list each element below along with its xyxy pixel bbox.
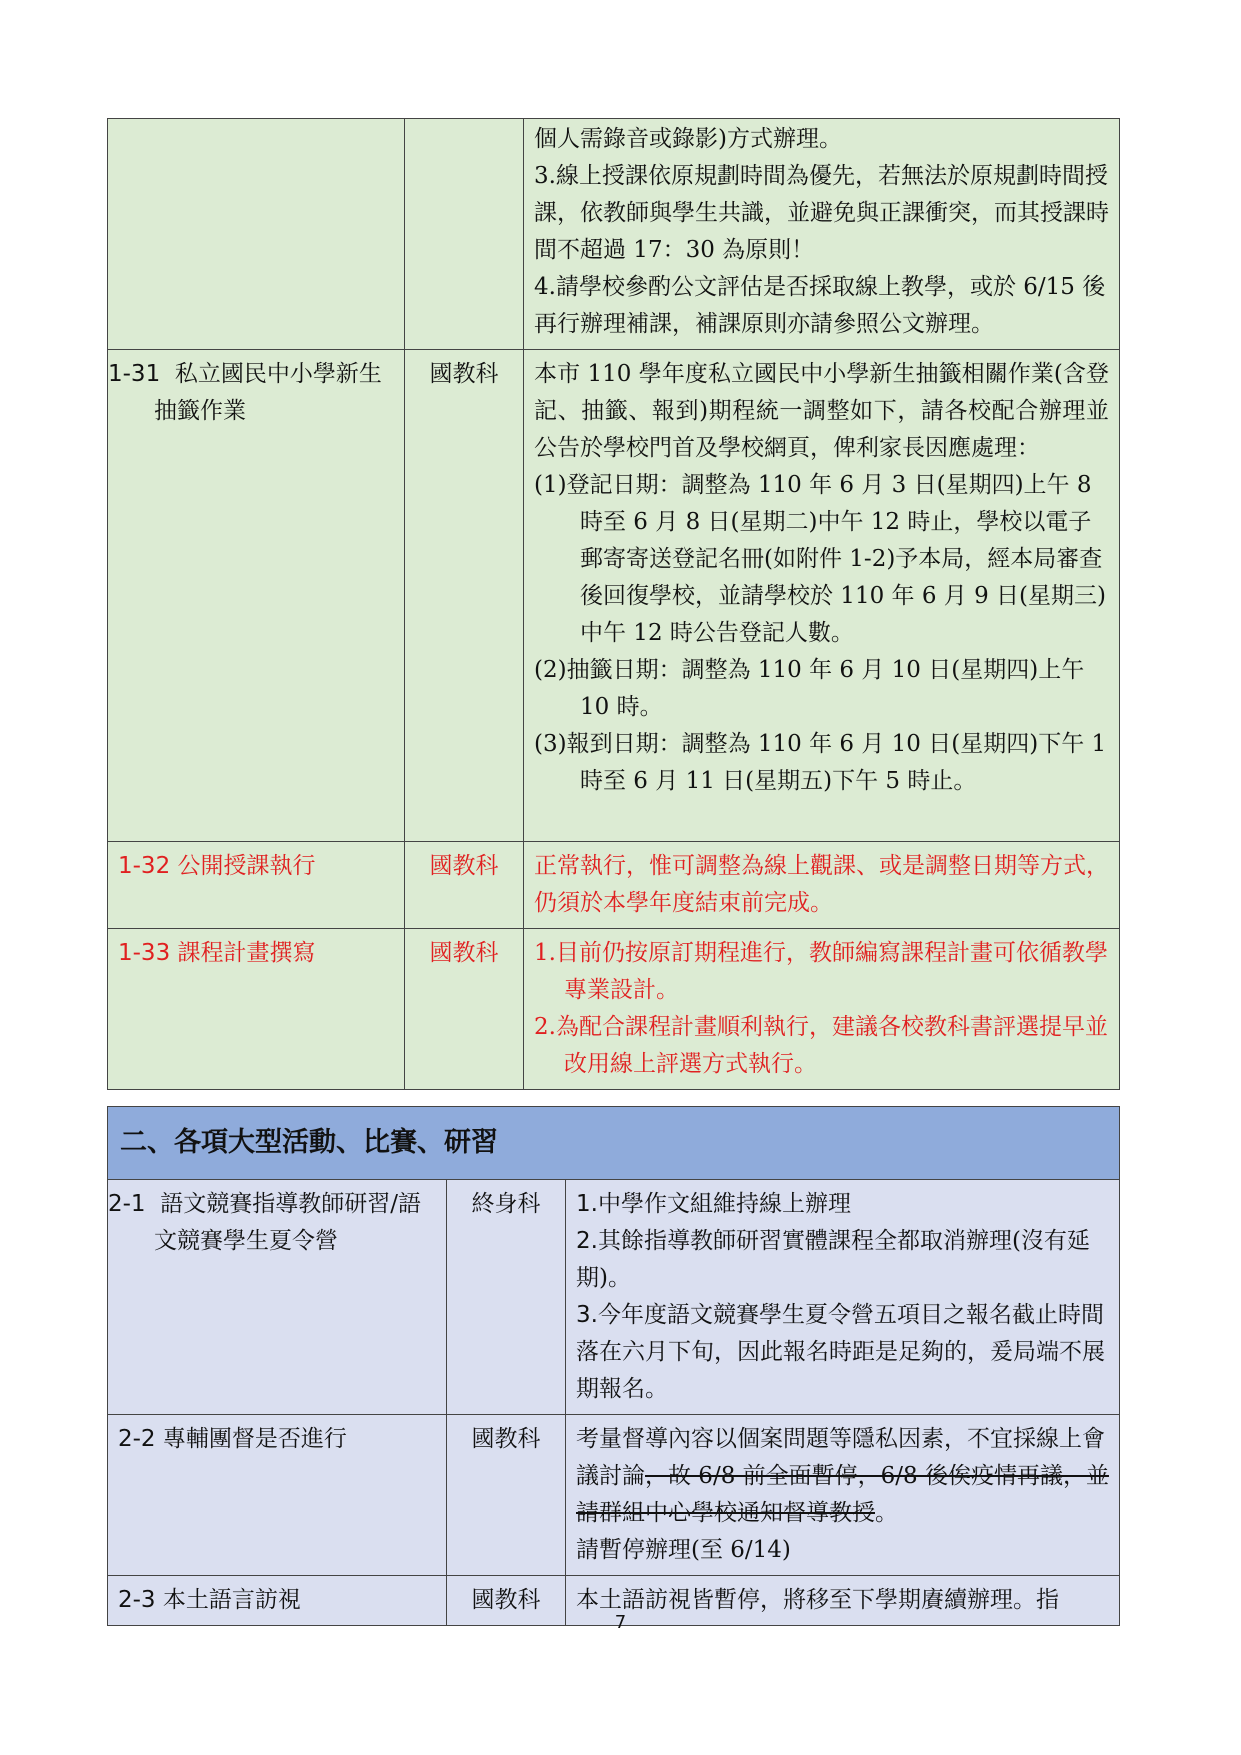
desc-text: 本土語訪視皆暫停，將移至下學期賡續辦理。指 bbox=[576, 1587, 1059, 1613]
cell-desc bbox=[524, 842, 1120, 929]
desc-line: 3.線上授課依原規劃時間為優先，若無法於原規劃時間授課，依教師與學生共識，並避免與正課衝突，而其授課時間不超過 17：30 為原則！ bbox=[534, 163, 1109, 263]
item-index: 2-3 bbox=[118, 1587, 156, 1613]
desc-text: 正常執行，惟可調整為線上觀課、或是調整日期等方式，仍須於本學年度結束前完成。 bbox=[534, 853, 1109, 916]
item-title: 專輔團督是否進行 bbox=[162, 1426, 347, 1452]
desc-item: (1)登記日期：調整為 110 年 6 月 3 日(星期四)上午 8 時至 6 月 8 日(星期二)中午 12 時止，學校以電子郵寄寄送登記名冊(如附件 1-2)予本局，經本局審查後回復學校，並請學校於 110 年 6 月 9 日(星期三)中午 12 時公告登記人數。 bbox=[534, 472, 1106, 646]
table-agenda-1 bbox=[107, 118, 1120, 1090]
desc-item: 3.今年度語文競賽學生夏令營五項目之報名截止時間落在六月下旬，因此報名時距是足夠的，爰局端不展期報名。 bbox=[576, 1302, 1105, 1402]
dept-label: 國教科 bbox=[429, 853, 499, 879]
desc-item: 2.其餘指導教師研習實體課程全都取消辦理(沒有延期)。 bbox=[576, 1228, 1090, 1291]
desc-text: 考量督導內容以個案問題等隱私因素，不宜採線上會議討論，故 6/8 前全面暫停，6/8 後俟疫情再議，並請群組中心學校通知督導教授。 bbox=[576, 1426, 1109, 1526]
cell-dept bbox=[447, 1415, 566, 1576]
desc-item: 1.中學作文組維持線上辦理 bbox=[576, 1191, 851, 1217]
cell-desc bbox=[566, 1415, 1120, 1576]
cell-item bbox=[108, 350, 405, 842]
cell-item bbox=[108, 1180, 447, 1415]
item-title: 私立國民中小學新生抽籤作業 bbox=[154, 361, 382, 424]
cell-desc bbox=[524, 929, 1120, 1090]
desc-line: 4.請學校參酌公文評估是否採取線上教學，或於 6/15 後再行辦理補課，補課原則亦請參照公文辦理。 bbox=[534, 274, 1106, 337]
desc-text: 請暫停辦理(至 6/14) bbox=[576, 1537, 791, 1563]
item-index: 2-2 bbox=[118, 1426, 156, 1452]
cell-item bbox=[108, 842, 405, 929]
item-index: 1-33 bbox=[118, 940, 171, 966]
cell-desc bbox=[566, 1180, 1120, 1415]
item-index: 2-1 bbox=[108, 1191, 146, 1217]
dept-label: 國教科 bbox=[471, 1426, 541, 1452]
table-row-2-1 bbox=[108, 1180, 1120, 1415]
desc-line: 個人需錄音或錄影)方式辦理。 bbox=[534, 126, 842, 152]
section-header-row bbox=[108, 1107, 1120, 1180]
table-row-1-31 bbox=[108, 350, 1120, 842]
item-title: 語文競賽指導教師研習/語文競賽學生夏令營 bbox=[154, 1191, 421, 1254]
cell-dept bbox=[447, 1180, 566, 1415]
dept-label: 國教科 bbox=[471, 1587, 541, 1613]
desc-item: (3)報到日期：調整為 110 年 6 月 10 日(星期四)下午 1 時至 6 月 11 日(星期五)下午 5 時止。 bbox=[534, 731, 1107, 794]
cell-dept bbox=[405, 842, 524, 929]
desc-intro: 本市 110 學年度私立國民中小學新生抽籤相關作業(含登記、抽籤、報到)期程統一調整如下，請各校配合辦理並公告於學校門首及學校網頁，俾利家長因應處理： bbox=[534, 361, 1109, 461]
table-agenda-2 bbox=[107, 1106, 1120, 1626]
cell-item bbox=[108, 119, 405, 350]
cell-dept bbox=[405, 929, 524, 1090]
table-row-1-33 bbox=[108, 929, 1120, 1090]
cell-dept bbox=[405, 350, 524, 842]
table-row-2-2 bbox=[108, 1415, 1120, 1576]
item-index: 1-32 bbox=[118, 853, 171, 879]
item-index: 1-31 bbox=[108, 361, 161, 387]
page-number: 7 bbox=[614, 1612, 627, 1633]
item-title: 本土語言訪視 bbox=[162, 1587, 301, 1613]
item-title: 課程計畫撰寫 bbox=[177, 940, 316, 966]
table-row-continued bbox=[108, 119, 1120, 350]
cell-item bbox=[108, 929, 405, 1090]
struck-text: ，故 6/8 前全面暫停，6/8 後俟疫情再議，並請群組中心學校通知督導教授 bbox=[576, 1463, 1109, 1526]
section-header: 二、各項大型活動、比賽、研習 bbox=[108, 1107, 1120, 1180]
desc-item: (2)抽籤日期：調整為 110 年 6 月 10 日(星期四)上午 10 時。 bbox=[534, 657, 1085, 720]
cell-item bbox=[108, 1415, 447, 1576]
dept-label: 國教科 bbox=[429, 940, 499, 966]
desc-item: 2.為配合課程計畫順利執行，建議各校教科書評選提早並改用線上評選方式執行。 bbox=[534, 1014, 1108, 1077]
dept-label: 國教科 bbox=[429, 361, 499, 387]
cell-desc bbox=[524, 350, 1120, 842]
item-title: 公開授課執行 bbox=[177, 853, 316, 879]
cell-dept bbox=[405, 119, 524, 350]
table-row-1-32 bbox=[108, 842, 1120, 929]
desc-item: 1.目前仍按原訂期程進行，教師編寫課程計畫可依循教學專業設計。 bbox=[534, 940, 1108, 1003]
dept-label: 終身科 bbox=[471, 1191, 541, 1217]
cell-desc bbox=[524, 119, 1120, 350]
